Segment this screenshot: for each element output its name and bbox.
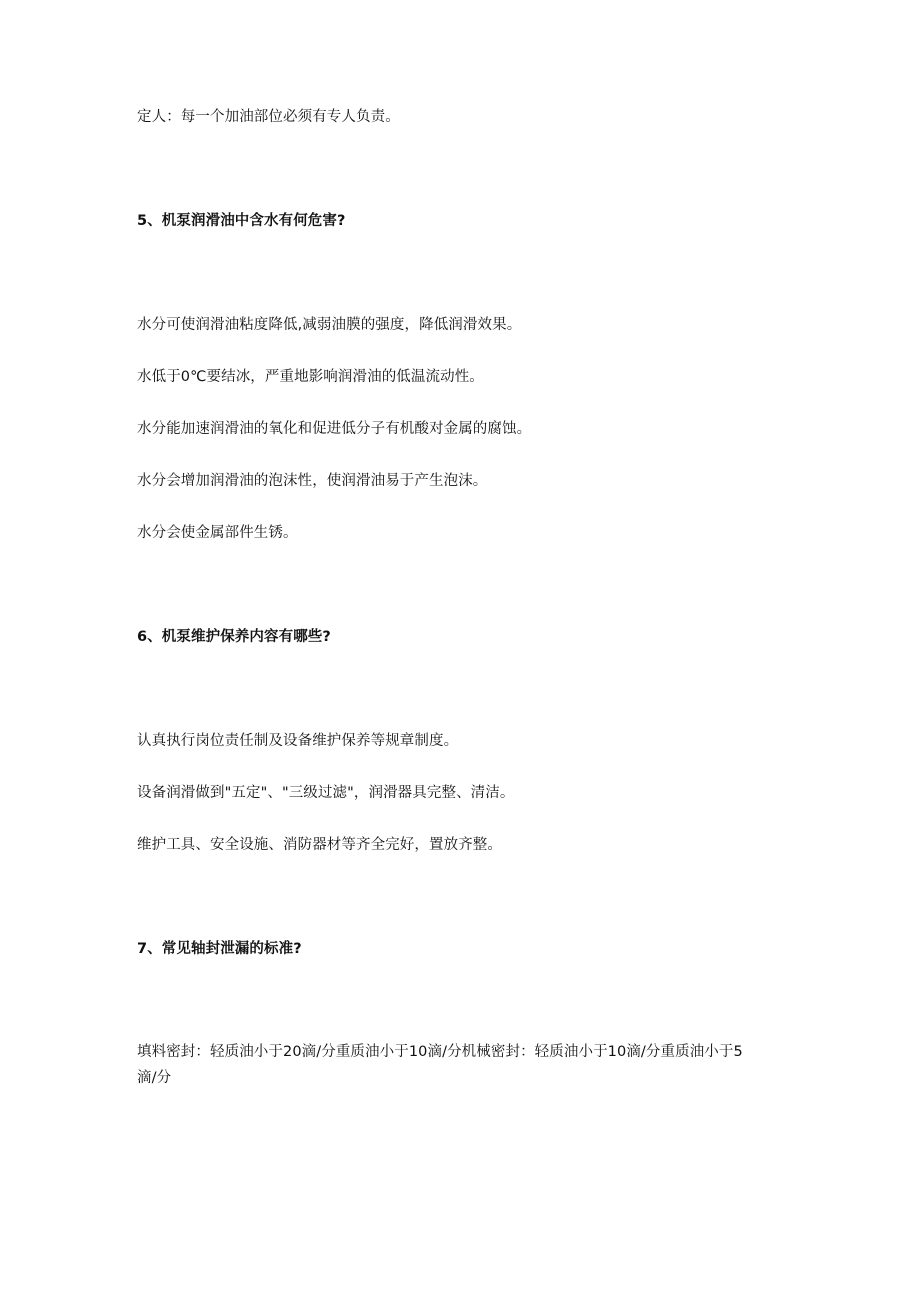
intro-paragraph: 定人：每一个加油部位必须有专人负责。	[137, 109, 400, 125]
section-5-item-4: 水分会增加润滑油的泡沫性，使润滑油易于产生泡沫。	[137, 473, 488, 489]
section-5-heading: 5、机泵润滑油中含水有何危害?	[137, 213, 346, 229]
section-6-item-1: 认真执行岗位责任制及设备维护保养等规章制度。	[137, 733, 459, 749]
section-5-item-3: 水分能加速润滑油的氧化和促进低分子有机酸对金属的腐蚀。	[137, 421, 532, 437]
section-5-item-1: 水分可使润滑油粘度降低,减弱油膜的强度，降低润滑效果。	[137, 317, 522, 333]
section-6-heading: 6、机泵维护保养内容有哪些?	[137, 629, 331, 645]
section-7-heading: 7、常见轴封泄漏的标准?	[137, 941, 302, 957]
section-5-item-2: 水低于0℃要结冰，严重地影响润滑油的低温流动性。	[137, 369, 484, 385]
section-6-item-3: 维护工具、安全设施、消防器材等齐全完好，置放齐整。	[137, 837, 502, 853]
section-7-paragraph-line-2: 滴/分	[137, 1070, 172, 1086]
section-6-item-2: 设备润滑做到"五定"、"三级过滤"，润滑器具完整、清洁。	[137, 785, 515, 801]
section-5-item-5: 水分会使金属部件生锈。	[137, 525, 298, 541]
section-7-paragraph-line-1: 填料密封：轻质油小于20滴/分重质油小于10滴/分机械密封：轻质油小于10滴/分重质油小于5	[137, 1044, 743, 1060]
